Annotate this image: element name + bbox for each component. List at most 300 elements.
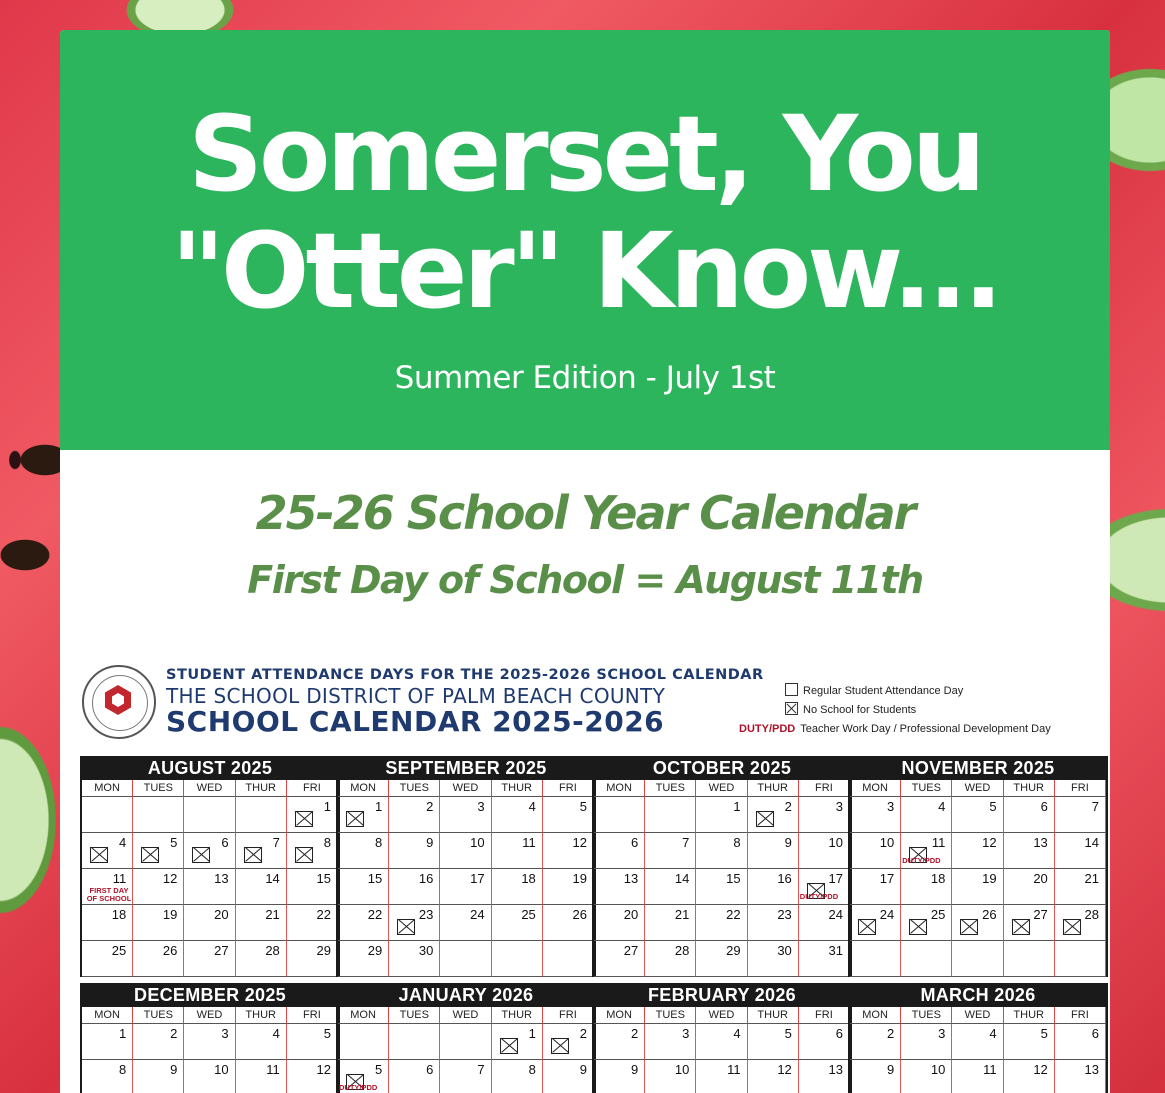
weekday-label: THUR <box>236 1007 287 1024</box>
month-august-2025 <box>80 756 340 977</box>
legend-no-school: No School for Students <box>785 701 1051 720</box>
day-cell <box>82 869 133 905</box>
day-number: 26 <box>982 907 997 922</box>
day-number: 4 <box>938 799 946 814</box>
day-number: 6 <box>835 1026 843 1041</box>
day-cell <box>901 941 952 977</box>
weekday-label: THUR <box>492 780 543 797</box>
day-cell <box>645 797 696 833</box>
day-number: 1 <box>118 1026 127 1041</box>
day-cell <box>543 941 594 977</box>
day-number: 5 <box>374 1062 383 1077</box>
day-number: 9 <box>426 835 434 850</box>
weekday-label: MON <box>338 1007 389 1024</box>
weekday-label: FRI <box>799 1007 850 1024</box>
month-november-2025 <box>848 756 1108 977</box>
weekday-label: THUR <box>1004 780 1055 797</box>
day-cell <box>1004 905 1055 941</box>
day-number: 4 <box>528 799 536 814</box>
day-cell <box>543 1060 594 1093</box>
day-cell <box>645 833 696 869</box>
day-cell <box>82 941 133 977</box>
day-cell <box>901 797 952 833</box>
day-number: 3 <box>477 799 485 814</box>
weekday-label: FRI <box>1055 1007 1106 1024</box>
month-title: OCTOBER 2025 <box>594 756 850 780</box>
no-school-x-icon <box>909 919 927 935</box>
day-cell <box>696 1060 747 1093</box>
day-cell <box>1055 905 1106 941</box>
day-number: 4 <box>733 1026 741 1041</box>
calendar-header <box>80 660 1105 756</box>
day-number: 11 <box>112 871 127 886</box>
day-cell <box>133 1060 184 1093</box>
day-cell <box>748 869 799 905</box>
day-cell <box>645 905 696 941</box>
day-number: 2 <box>579 1026 587 1041</box>
day-cell <box>799 905 850 941</box>
day-cell <box>338 1060 389 1093</box>
weekday-label: TUES <box>133 1007 184 1024</box>
day-number: 3 <box>835 799 843 814</box>
day-cell <box>952 941 1003 977</box>
no-school-x-icon <box>1012 919 1030 935</box>
day-cell <box>389 1060 440 1093</box>
day-number: 12 <box>162 871 178 886</box>
day-cell <box>1004 941 1055 977</box>
day-number: 22 <box>726 907 741 922</box>
day-cell <box>799 1024 850 1060</box>
day-number: 3 <box>938 1026 946 1041</box>
day-number: 1 <box>374 799 383 814</box>
day-cell <box>594 1024 645 1060</box>
day-cell <box>236 1060 287 1093</box>
day-cell <box>1055 797 1106 833</box>
day-cell <box>338 941 389 977</box>
day-number: 23 <box>777 907 792 922</box>
day-number: 29 <box>367 943 383 958</box>
weekday-label: FRI <box>287 780 338 797</box>
day-cell <box>799 797 850 833</box>
day-cell <box>389 797 440 833</box>
day-number: 9 <box>170 1062 178 1077</box>
day-number: 8 <box>323 835 331 850</box>
day-cell <box>184 797 235 833</box>
day-number: 12 <box>316 1062 331 1077</box>
weekday-label: TUES <box>645 780 696 797</box>
day-number: 20 <box>214 907 229 922</box>
day-number: 11 <box>727 1062 741 1077</box>
day-cell <box>492 869 543 905</box>
day-cell <box>850 905 901 941</box>
weekday-label: MON <box>594 1007 645 1024</box>
day-cell <box>236 941 287 977</box>
day-number: 13 <box>214 871 229 886</box>
day-cell <box>850 869 901 905</box>
day-number: 2 <box>886 1026 895 1041</box>
weekday-label: TUES <box>389 1007 440 1024</box>
day-cell <box>338 797 389 833</box>
day-cell <box>748 941 799 977</box>
day-cell <box>440 797 491 833</box>
no-school-x-icon <box>551 1038 569 1054</box>
day-cell <box>850 797 901 833</box>
newsletter-title <box>60 30 1110 330</box>
day-cell <box>645 869 696 905</box>
day-cell <box>82 833 133 869</box>
day-cell <box>952 1024 1003 1060</box>
day-cell <box>389 833 440 869</box>
day-number: 17 <box>470 871 485 886</box>
day-number: 15 <box>367 871 383 886</box>
weekday-label: WED <box>696 1007 747 1024</box>
day-cell <box>236 905 287 941</box>
day-number: 13 <box>828 1062 843 1077</box>
day-number: 13 <box>623 871 639 886</box>
day-cell <box>287 797 338 833</box>
day-number: 5 <box>784 1026 792 1041</box>
day-number: 4 <box>989 1026 997 1041</box>
day-number: 5 <box>1040 1026 1048 1041</box>
day-cell <box>440 1024 491 1060</box>
day-cell <box>594 1060 645 1093</box>
weekday-label: THUR <box>748 780 799 797</box>
day-number: 1 <box>733 799 741 814</box>
calendar-heading-year: SCHOOL CALENDAR 2025-2026 <box>166 705 665 738</box>
day-cell <box>850 1024 901 1060</box>
day-number: 18 <box>930 871 946 886</box>
no-school-x-icon <box>397 919 415 935</box>
weekday-label: THUR <box>1004 1007 1055 1024</box>
day-number: 19 <box>982 871 997 886</box>
weekday-label: FRI <box>543 1007 594 1024</box>
day-number: 7 <box>1091 799 1099 814</box>
day-cell <box>1004 833 1055 869</box>
month-september-2025 <box>336 756 596 977</box>
day-number: 14 <box>1084 835 1099 850</box>
day-number: 31 <box>828 943 843 958</box>
day-cell <box>645 1024 696 1060</box>
day-cell <box>952 869 1003 905</box>
day-cell <box>799 833 850 869</box>
edition-subtitle: Summer Edition - July 1st <box>394 360 776 396</box>
day-number: 13 <box>1033 835 1048 850</box>
day-number: 10 <box>214 1062 229 1077</box>
day-cell <box>1055 1060 1106 1093</box>
no-school-x-icon <box>192 847 210 863</box>
day-cell <box>1055 941 1106 977</box>
day-number: 16 <box>418 871 434 886</box>
duty-pdd-tag: DUTY/PDD <box>339 1083 378 1092</box>
month-title: JANUARY 2026 <box>338 983 594 1007</box>
weekday-label: WED <box>184 780 235 797</box>
day-number: 3 <box>221 1026 229 1041</box>
day-cell <box>287 1024 338 1060</box>
day-cell <box>133 797 184 833</box>
day-cell <box>696 869 747 905</box>
newsletter-page <box>60 30 1110 1093</box>
day-cell <box>594 869 645 905</box>
day-number: 11 <box>522 835 536 850</box>
month-october-2025 <box>592 756 852 977</box>
weekday-label: MON <box>82 780 133 797</box>
day-number: 10 <box>828 835 843 850</box>
day-cell <box>133 1024 184 1060</box>
month-february-2026 <box>592 983 852 1093</box>
month-title: FEBRUARY 2026 <box>594 983 850 1007</box>
day-cell <box>748 797 799 833</box>
day-number: 8 <box>733 835 741 850</box>
day-number: 8 <box>528 1062 536 1077</box>
weekday-label: FRI <box>1055 780 1106 797</box>
day-number: 24 <box>879 907 895 922</box>
day-cell <box>440 941 491 977</box>
day-number: 18 <box>111 907 127 922</box>
day-cell <box>236 833 287 869</box>
day-number: 13 <box>1084 1062 1099 1077</box>
day-cell <box>901 869 952 905</box>
no-school-x-icon <box>141 847 159 863</box>
month-title: DECEMBER 2025 <box>82 983 338 1007</box>
school-district-logo-icon <box>82 665 156 739</box>
day-cell <box>696 833 747 869</box>
day-cell <box>901 1060 952 1093</box>
day-cell <box>696 1024 747 1060</box>
day-number: 20 <box>623 907 639 922</box>
day-cell <box>492 797 543 833</box>
day-cell <box>952 905 1003 941</box>
day-number: 24 <box>828 907 843 922</box>
day-cell <box>543 797 594 833</box>
day-number: 11 <box>266 1062 280 1077</box>
day-number: 25 <box>111 943 127 958</box>
day-number: 6 <box>630 835 639 850</box>
day-cell <box>389 869 440 905</box>
day-number: 21 <box>265 907 280 922</box>
day-cell <box>748 1060 799 1093</box>
duty-pdd-tag: DUTY/PDD <box>902 856 941 865</box>
day-cell <box>236 1024 287 1060</box>
day-number: 18 <box>521 871 536 886</box>
day-cell <box>799 941 850 977</box>
day-number: 26 <box>572 907 587 922</box>
day-number: 3 <box>682 1026 690 1041</box>
no-school-x-icon <box>858 919 876 935</box>
day-cell <box>799 869 850 905</box>
day-cell <box>82 905 133 941</box>
day-number: 15 <box>316 871 331 886</box>
no-school-x-icon <box>960 919 978 935</box>
day-number: 12 <box>777 1062 792 1077</box>
day-number: 9 <box>579 1062 587 1077</box>
legend-duty: DUTY/PDD Teacher Work Day / Professional Development Day <box>739 723 1051 735</box>
weekday-label: WED <box>184 1007 235 1024</box>
day-cell <box>696 941 747 977</box>
day-cell <box>492 905 543 941</box>
day-number: 7 <box>477 1062 485 1077</box>
day-number: 29 <box>316 943 331 958</box>
day-number: 28 <box>1084 907 1099 922</box>
day-number: 28 <box>265 943 280 958</box>
day-number: 12 <box>1033 1062 1048 1077</box>
day-number: 21 <box>1084 871 1099 886</box>
calendar-heading-attendance: STUDENT ATTENDANCE DAYS FOR THE 2025-2026 SCHOOL CALENDAR <box>166 667 764 683</box>
day-cell <box>184 833 235 869</box>
weekday-label: THUR <box>236 780 287 797</box>
day-number: 9 <box>630 1062 639 1077</box>
weekday-label: FRI <box>543 780 594 797</box>
day-number: 11 <box>931 835 946 850</box>
month-title: SEPTEMBER 2025 <box>338 756 594 780</box>
day-cell <box>901 905 952 941</box>
weekday-label: FRI <box>799 780 850 797</box>
day-number: 15 <box>726 871 741 886</box>
header-banner <box>60 30 1110 450</box>
no-school-x-icon <box>1063 919 1081 935</box>
day-cell <box>696 905 747 941</box>
day-number: 12 <box>572 835 587 850</box>
day-cell <box>287 869 338 905</box>
day-cell <box>1055 833 1106 869</box>
day-cell <box>338 869 389 905</box>
month-title: AUGUST 2025 <box>82 756 338 780</box>
day-number: 5 <box>989 799 997 814</box>
no-school-x-icon <box>244 847 262 863</box>
day-cell <box>492 1060 543 1093</box>
day-number: 5 <box>579 799 587 814</box>
day-cell <box>133 833 184 869</box>
no-school-x-icon <box>295 811 313 827</box>
no-school-x-icon <box>346 811 364 827</box>
weekday-label: MON <box>82 1007 133 1024</box>
day-cell <box>748 833 799 869</box>
day-number: 6 <box>426 1062 434 1077</box>
day-cell <box>1055 1024 1106 1060</box>
day-number: 5 <box>170 835 178 850</box>
day-number: 2 <box>170 1026 178 1041</box>
day-number: 10 <box>674 1062 690 1077</box>
day-cell <box>133 869 184 905</box>
day-cell <box>901 1024 952 1060</box>
section-title: 25-26 School Year Calendar <box>255 486 915 540</box>
weekday-label: TUES <box>133 780 184 797</box>
day-number: 10 <box>879 835 895 850</box>
day-cell <box>82 797 133 833</box>
day-number: 25 <box>930 907 946 922</box>
weekday-label: THUR <box>748 1007 799 1024</box>
day-number: 8 <box>118 1062 127 1077</box>
day-cell <box>850 833 901 869</box>
day-cell <box>1055 869 1106 905</box>
day-number: 11 <box>983 1062 997 1077</box>
day-cell <box>440 869 491 905</box>
day-cell <box>850 941 901 977</box>
day-cell <box>133 905 184 941</box>
day-cell <box>184 941 235 977</box>
day-number: 5 <box>323 1026 331 1041</box>
day-cell <box>1004 1024 1055 1060</box>
day-cell <box>748 1024 799 1060</box>
title-line-1: Somerset, You <box>188 93 982 215</box>
day-cell <box>748 905 799 941</box>
day-number: 1 <box>528 1026 536 1041</box>
day-cell <box>543 1024 594 1060</box>
day-cell <box>645 1060 696 1093</box>
x-box-icon <box>785 702 798 715</box>
school-calendar-image <box>80 660 1105 1092</box>
day-number: 24 <box>470 907 485 922</box>
weekday-label: WED <box>952 780 1003 797</box>
day-cell <box>543 833 594 869</box>
weekday-label: WED <box>952 1007 1003 1024</box>
day-number: 4 <box>118 835 127 850</box>
day-number: 19 <box>162 907 178 922</box>
day-cell <box>440 833 491 869</box>
weekday-label: TUES <box>901 780 952 797</box>
duty-pdd-tag: DUTY/PDD <box>799 892 839 901</box>
day-cell <box>594 941 645 977</box>
empty-box-icon <box>785 683 798 696</box>
day-number: 17 <box>828 871 843 886</box>
day-number: 3 <box>886 799 895 814</box>
day-number: 8 <box>374 835 383 850</box>
day-number: 25 <box>521 907 536 922</box>
no-school-x-icon <box>500 1038 518 1054</box>
day-number: 19 <box>572 871 587 886</box>
day-cell <box>952 1060 1003 1093</box>
day-number: 22 <box>316 907 331 922</box>
day-number: 10 <box>470 835 485 850</box>
day-number: 27 <box>1033 907 1048 922</box>
day-cell <box>389 941 440 977</box>
day-cell <box>338 905 389 941</box>
month-title: MARCH 2026 <box>850 983 1106 1007</box>
section-subtitle: First Day of School = August 11th <box>247 558 923 602</box>
day-cell <box>799 1060 850 1093</box>
day-cell <box>952 797 1003 833</box>
day-cell <box>82 1060 133 1093</box>
no-school-x-icon <box>295 847 313 863</box>
day-cell <box>184 1024 235 1060</box>
weekday-label: WED <box>696 780 747 797</box>
day-cell <box>645 941 696 977</box>
first-day-tag: FIRST DAY OF SCHOOL <box>86 886 132 903</box>
day-number: 10 <box>930 1062 946 1077</box>
weekday-label: MON <box>594 780 645 797</box>
day-number: 14 <box>265 871 280 886</box>
day-cell <box>594 833 645 869</box>
day-number: 6 <box>1040 799 1048 814</box>
day-number: 21 <box>674 907 690 922</box>
day-number: 6 <box>221 835 229 850</box>
day-cell <box>594 797 645 833</box>
day-cell <box>543 905 594 941</box>
day-cell <box>492 833 543 869</box>
weekday-label: MON <box>338 780 389 797</box>
day-cell <box>338 1024 389 1060</box>
day-number: 20 <box>1033 871 1048 886</box>
weekday-label: FRI <box>287 1007 338 1024</box>
weekday-label: TUES <box>645 1007 696 1024</box>
day-number: 9 <box>784 835 792 850</box>
day-cell <box>440 905 491 941</box>
day-number: 28 <box>674 943 690 958</box>
day-cell <box>440 1060 491 1093</box>
weekday-label: WED <box>440 780 491 797</box>
day-number: 12 <box>982 835 997 850</box>
day-number: 9 <box>886 1062 895 1077</box>
day-number: 7 <box>272 835 280 850</box>
